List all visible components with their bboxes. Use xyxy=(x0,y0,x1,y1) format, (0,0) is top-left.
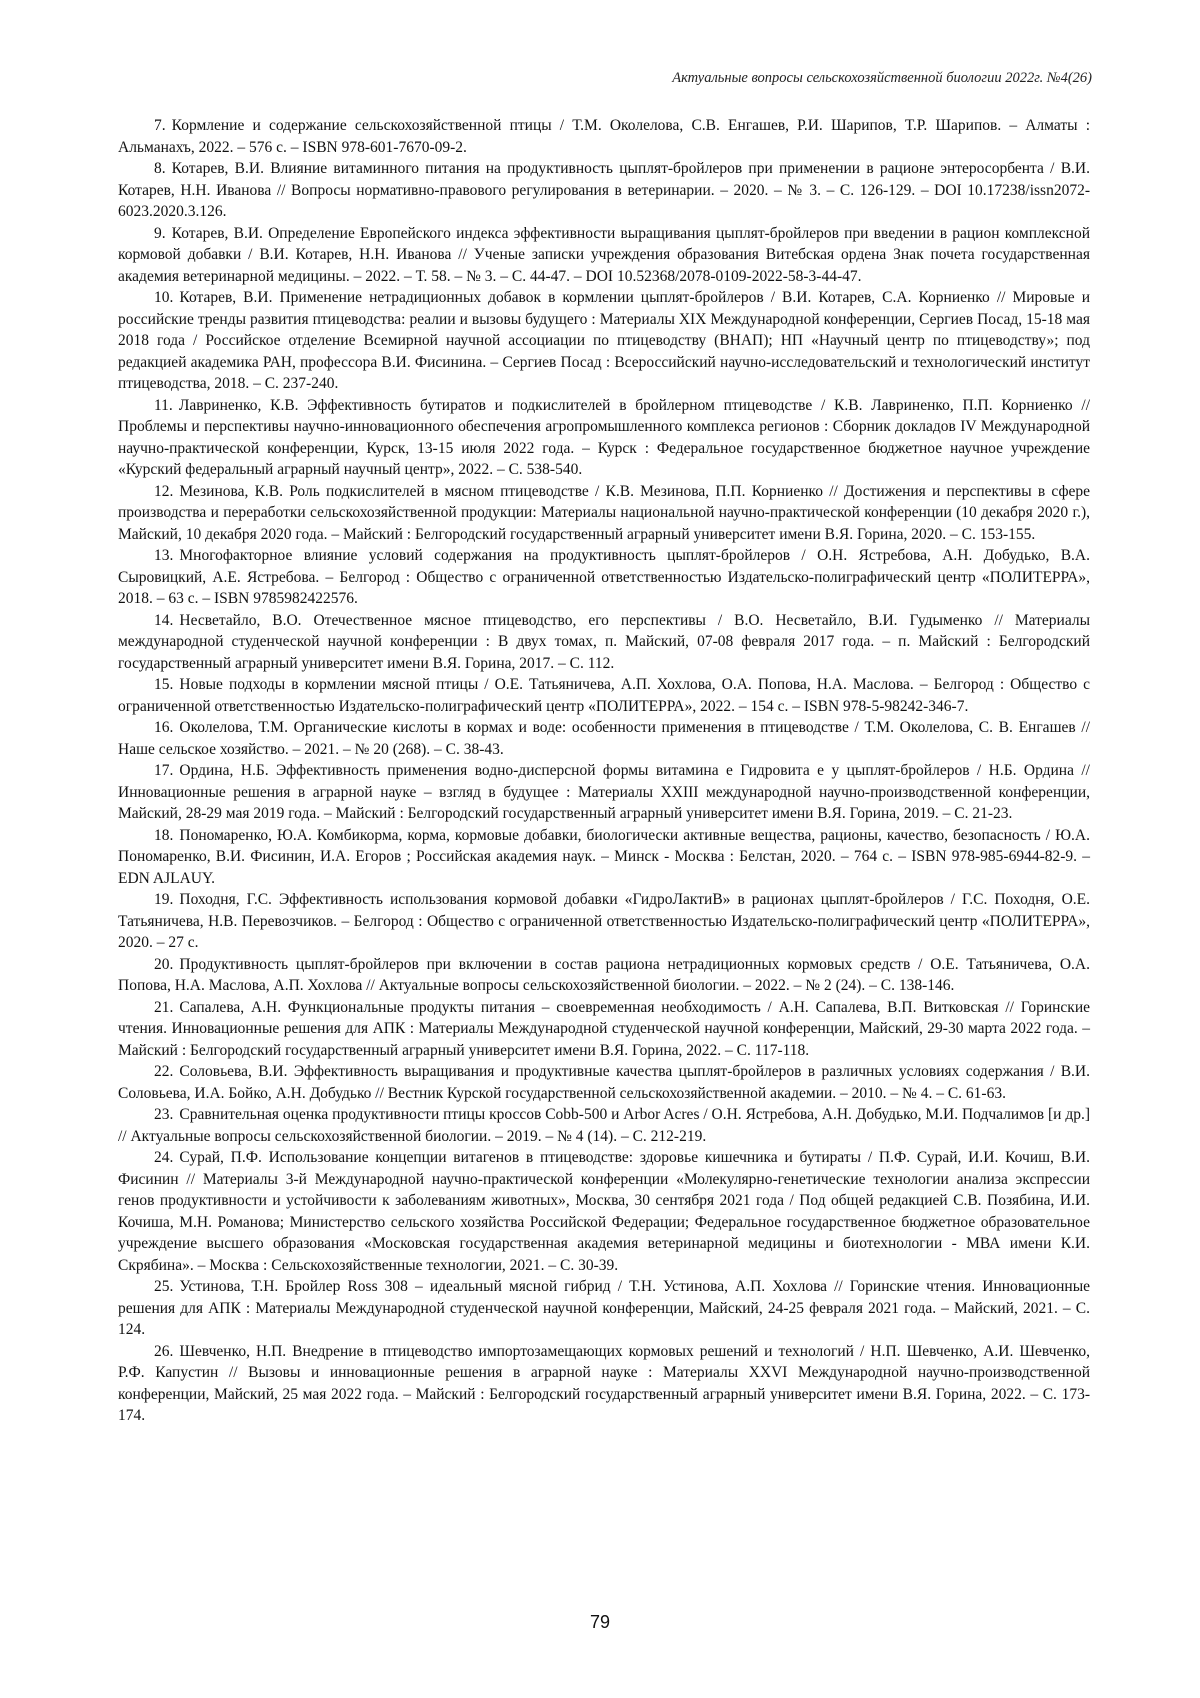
reference-item xyxy=(118,825,1090,890)
reference-text: Походня, Г.С. Эффективность использования кормовой добавки «ГидроЛактиВ» в рационах цыплят-бройлеров / Г.С. Походня, О.Е. Татьяничева, Н.В. Перевозчиков. – Белгород : Общество с ограниченной ответственностью Издательско-полиграфический центр «ПОЛИТЕРРА», 2020. – 27 с. xyxy=(118,891,1090,951)
running-header: Актуальные вопросы сельскохозяйственной биологии 2022г. №4(26) xyxy=(672,70,1092,86)
reference-item xyxy=(118,1147,1090,1276)
reference-item xyxy=(118,954,1090,997)
reference-item xyxy=(118,158,1090,223)
reference-item xyxy=(118,223,1090,288)
reference-number: 11. xyxy=(154,396,173,414)
reference-item xyxy=(118,395,1090,481)
reference-item xyxy=(118,287,1090,395)
reference-number: 15. xyxy=(154,676,174,693)
page-number: 79 xyxy=(589,1612,611,1632)
reference-number: 9. xyxy=(154,224,166,242)
reference-text: Сурай, П.Ф. Использование концепции витагенов в птицеводстве: здоровье кишечника и бутираты / П.Ф. Сурай, И.И. Кочиш, В.И. Фисинин // Материалы 3-й Международной научно-практической конференции «Молекулярно-генетические технологии анализа экспрессии генов продуктивности и устойчивости к заболеваниям животных», Москва, 30 сентября 2021 года / Под общей редакцией С.В. Позябина, И.И. Кочиша, М.Н. Романова; Министерство сельского хозяйства Российской Федерации; Федеральное государственное бюджетное образовательное учреждение высшего образования «Московская государственная академия ветеринарной медицины и биотехнологии - МВА имени К.И. Скрябина». – Москва : Сельскохозяйственные технологии, 2021. – С. 30-39. xyxy=(118,1149,1090,1274)
reference-number: 13. xyxy=(154,547,174,564)
reference-text: Пономаренко, Ю.А. Комбикорма, корма, кормовые добавки, биологически активные вещества, рационы, качество, безопасность / Ю.А. Пономаренко, В.И. Фисинин, И.А. Егоров ; Российская академия наук. – Минск - Москва : Белстан, 2020. – 764 с. – ISBN 978-985-6944-82-9. – EDN AJLAUY. xyxy=(118,826,1090,887)
reference-number: 16. xyxy=(154,719,174,736)
reference-item xyxy=(118,1061,1090,1104)
reference-item xyxy=(118,717,1090,760)
reference-text: Продуктивность цыплят-бройлеров при включении в состав рациона нетрадиционных кормовых средств / О.Е. Татьяничева, О.А. Попова, Н.А. Маслова, А.П. Хохлова // Актуальные вопросы сельскохозяйственной биологии. – 2022. – № 2 (24). – С. 138-146. xyxy=(118,955,1090,994)
reference-item xyxy=(118,545,1090,610)
reference-number: 8. xyxy=(154,160,166,177)
reference-text: Мезинова, К.В. Роль подкислителей в мясном птицеводстве / К.В. Мезинова, П.П. Корниенко // Достижения и перспективы в сфере производства и переработки сельскохозяйственной продукции: Материалы национальной научно-практической конференции (10 декабря 2020 г.), Майский, 10 декабря 2020 года. – Майский : Белгородский государственный аграрный университет имени В.Я. Горина, 2020. – С. 153-155. xyxy=(118,482,1090,543)
reference-item xyxy=(118,1104,1090,1147)
reference-item xyxy=(118,481,1090,546)
reference-text: Шевченко, Н.П. Внедрение в птицеводство импортозамещающих кормовых решений и технологий / Н.П. Шевченко, А.И. Шевченко, Р.Ф. Капустин // Вызовы и инновационные решения в аграрной науке : Материалы XXVI Международной научно-производственной конференции, Майский, 25 мая 2022 года. – Майский : Белгородский государственный аграрный университет имени В.Я. Горина, 2022. – С. 173-174. xyxy=(118,1342,1090,1424)
reference-text: Котарев, В.И. Применение нетрадиционных добавок в кормлении цыплят-бройлеров / В.И. Котарев, С.А. Корниенко // Мировые и российские тренды развития птицеводства: реалии и вызовы будущего : Материалы XIX Международной конференции, Сергиев Посад, 15-18 мая 2018 года / Российское отделение Всемирной научной ассоциации по птицеводству (ВНАП); НП «Научный центр по птицеводству»; под редакцией академика РАН, профессора В.И. Фисинина. – Сергиев Посад : Всероссийский научно-исследовательский и технологический институт птицеводства, 2018. – С. 237-240. xyxy=(118,289,1090,392)
reference-number: 23. xyxy=(154,1106,174,1123)
reference-number: 25. xyxy=(154,1278,174,1295)
reference-text: Котарев, В.И. Влияние витаминного питания на продуктивность цыплят-бройлеров при применении в рационе энтеросорбента / В.И. Котарев, Н.Н. Иванова // Вопросы нормативно-правового регулирования в ветеринарии. – 2020. – № 3. – С. 126-129. – DOI 10.17238/issn2072-6023.2020.3.126. xyxy=(118,160,1090,220)
reference-number: 12. xyxy=(154,482,174,500)
reference-number: 17. xyxy=(154,762,174,779)
reference-text: Кормление и содержание сельскохозяйственной птицы / Т.М. Околелова, С.В. Енгашев, Р.И. Шарипов, Т.Р. Шарипов. – Алматы : Альманахъ, 2022. – 576 с. – ISBN 978-601-7670-09-2. xyxy=(118,117,1090,156)
reference-number: 21. xyxy=(154,998,174,1016)
reference-number: 7. xyxy=(154,117,166,134)
reference-item xyxy=(118,760,1090,825)
reference-text: Околелова, Т.М. Органические кислоты в кормах и воде: особенности применения в птицеводстве / Т.М. Околелова, С. В. Енгашев // Наше сельское хозяйство. – 2021. – № 20 (268). – С. 38-43. xyxy=(118,719,1090,758)
reference-number: 20. xyxy=(154,955,174,973)
reference-number: 24. xyxy=(154,1149,174,1166)
reference-text: Сапалева, А.Н. Функциональные продукты питания – своевременная необходимость / А.Н. Сапалева, В.П. Витковская // Горинские чтения. Инновационные решения для АПК : Материалы Международной студенческой научной конференции, Майский, 29-30 марта 2022 года. – Майский : Белгородский государственный аграрный университет имени В.Я. Горина, 2022. – С. 117-118. xyxy=(118,998,1090,1059)
reference-item xyxy=(118,889,1090,954)
reference-item xyxy=(118,1341,1090,1427)
reference-text: Сравнительная оценка продуктивности птицы кроссов Cobb-500 и Arbor Acres / О.Н. Ястребова, А.Н. Добудько, М.И. Подчалимов [и др.] // Актуальные вопросы сельскохозяйственной биологии. – 2019. – № 4 (14). – С. 212-219. xyxy=(118,1106,1090,1145)
reference-text: Лавриненко, К.В. Эффективность бутиратов и подкислителей в бройлерном птицеводстве / К.В. Лавриненко, П.П. Корниенко // Проблемы и перспективы научно-инновационного обеспечения агропромышленного комплекса регионов : Сборник докладов IV Международной научно-практической конференции, Курск, 13-15 июля 2022 года. – Курск : Федеральное государственное бюджетное научное учреждение «Курский федеральный аграрный научный центр», 2022. – С. 538-540. xyxy=(118,396,1090,478)
reference-text: Несветайло, В.О. Отечественное мясное птицеводство, его перспективы / В.О. Несветайло, В.И. Гудыменко // Материалы международной студенческой научной конференции : В двух томах, п. Майский, 07-08 февраля 2017 года. – п. Майский : Белгородский государственный аграрный университет имени В.Я. Горина, 2017. – С. 112. xyxy=(118,611,1090,672)
reference-item xyxy=(118,997,1090,1062)
reference-item xyxy=(118,1276,1090,1341)
reference-text: Устинова, Т.Н. Бройлер Ross 308 – идеальный мясной гибрид / Т.Н. Устинова, А.П. Хохлова // Горинские чтения. Инновационные решения для АПК : Материалы Международной студенческой научной конференции, Майский, 24-25 февраля 2021 года. – Майский, 2021. – С. 124. xyxy=(118,1278,1090,1338)
reference-number: 22. xyxy=(154,1063,174,1080)
reference-number: 26. xyxy=(154,1342,174,1360)
reference-text: Соловьева, В.И. Эффективность выращивания и продуктивные качества цыплят-бройлеров в различных условиях содержания / В.И. Соловьева, И.А. Бойко, А.Н. Добудько // Вестник Курской государственной сельскохозяйственной академии. – 2010. – № 4. – С. 61-63. xyxy=(118,1063,1090,1102)
reference-text: Новые подходы в кормлении мясной птицы / О.Е. Татьяничева, А.П. Хохлова, О.А. Попова, Н.А. Маслова. – Белгород : Общество с ограниченной ответственностью Издательско-полиграфический центр «ПОЛИТЕРРА», 2022. – 154 с. – ISBN 978-5-98242-346-7. xyxy=(118,676,1090,715)
reference-item xyxy=(118,115,1090,158)
reference-text: Многофакторное влияние условий содержания на продуктивность цыплят-бройлеров / О.Н. Ястребова, А.Н. Добудько, В.А. Сыровицкий, А.Е. Ястребова. – Белгород : Общество с ограниченной ответственностью Издательско-полиграфический центр «ПОЛИТЕРРА», 2018. – 63 с. – ISBN 9785982422576. xyxy=(118,547,1090,607)
reference-number: 18. xyxy=(154,826,174,844)
reference-item xyxy=(118,674,1090,717)
reference-text: Ордина, Н.Б. Эффективность применения водно-дисперсной формы витамина е Гидровита е у цыплят-бройлеров / Н.Б. Ордина // Инновационные решения в аграрной науке – взгляд в будущее : Материалы XXIII международной научно-производственной конференции, Майский, 28-29 мая 2019 года. – Майский : Белгородский государственный аграрный университет имени В.Я. Горина, 2019. – С. 21-23. xyxy=(118,762,1090,822)
reference-text: Котарев, В.И. Определение Европейского индекса эффективности выращивания цыплят-бройлеров при введении в рацион комплексной кормовой добавки / В.И. Котарев, Н.Н. Иванова // Ученые записки учреждения образования Витебская ордена Знак почета государственная академия ветеринарной медицины. – 2022. – Т. 58. – № 3. – С. 44-47. – DOI 10.52368/2078-0109-2022-58-3-44-47. xyxy=(118,224,1090,285)
reference-item xyxy=(118,610,1090,675)
reference-number: 19. xyxy=(154,891,174,908)
reference-number: 10. xyxy=(154,289,174,306)
reference-list xyxy=(118,115,1090,1427)
reference-number: 14. xyxy=(154,611,174,629)
